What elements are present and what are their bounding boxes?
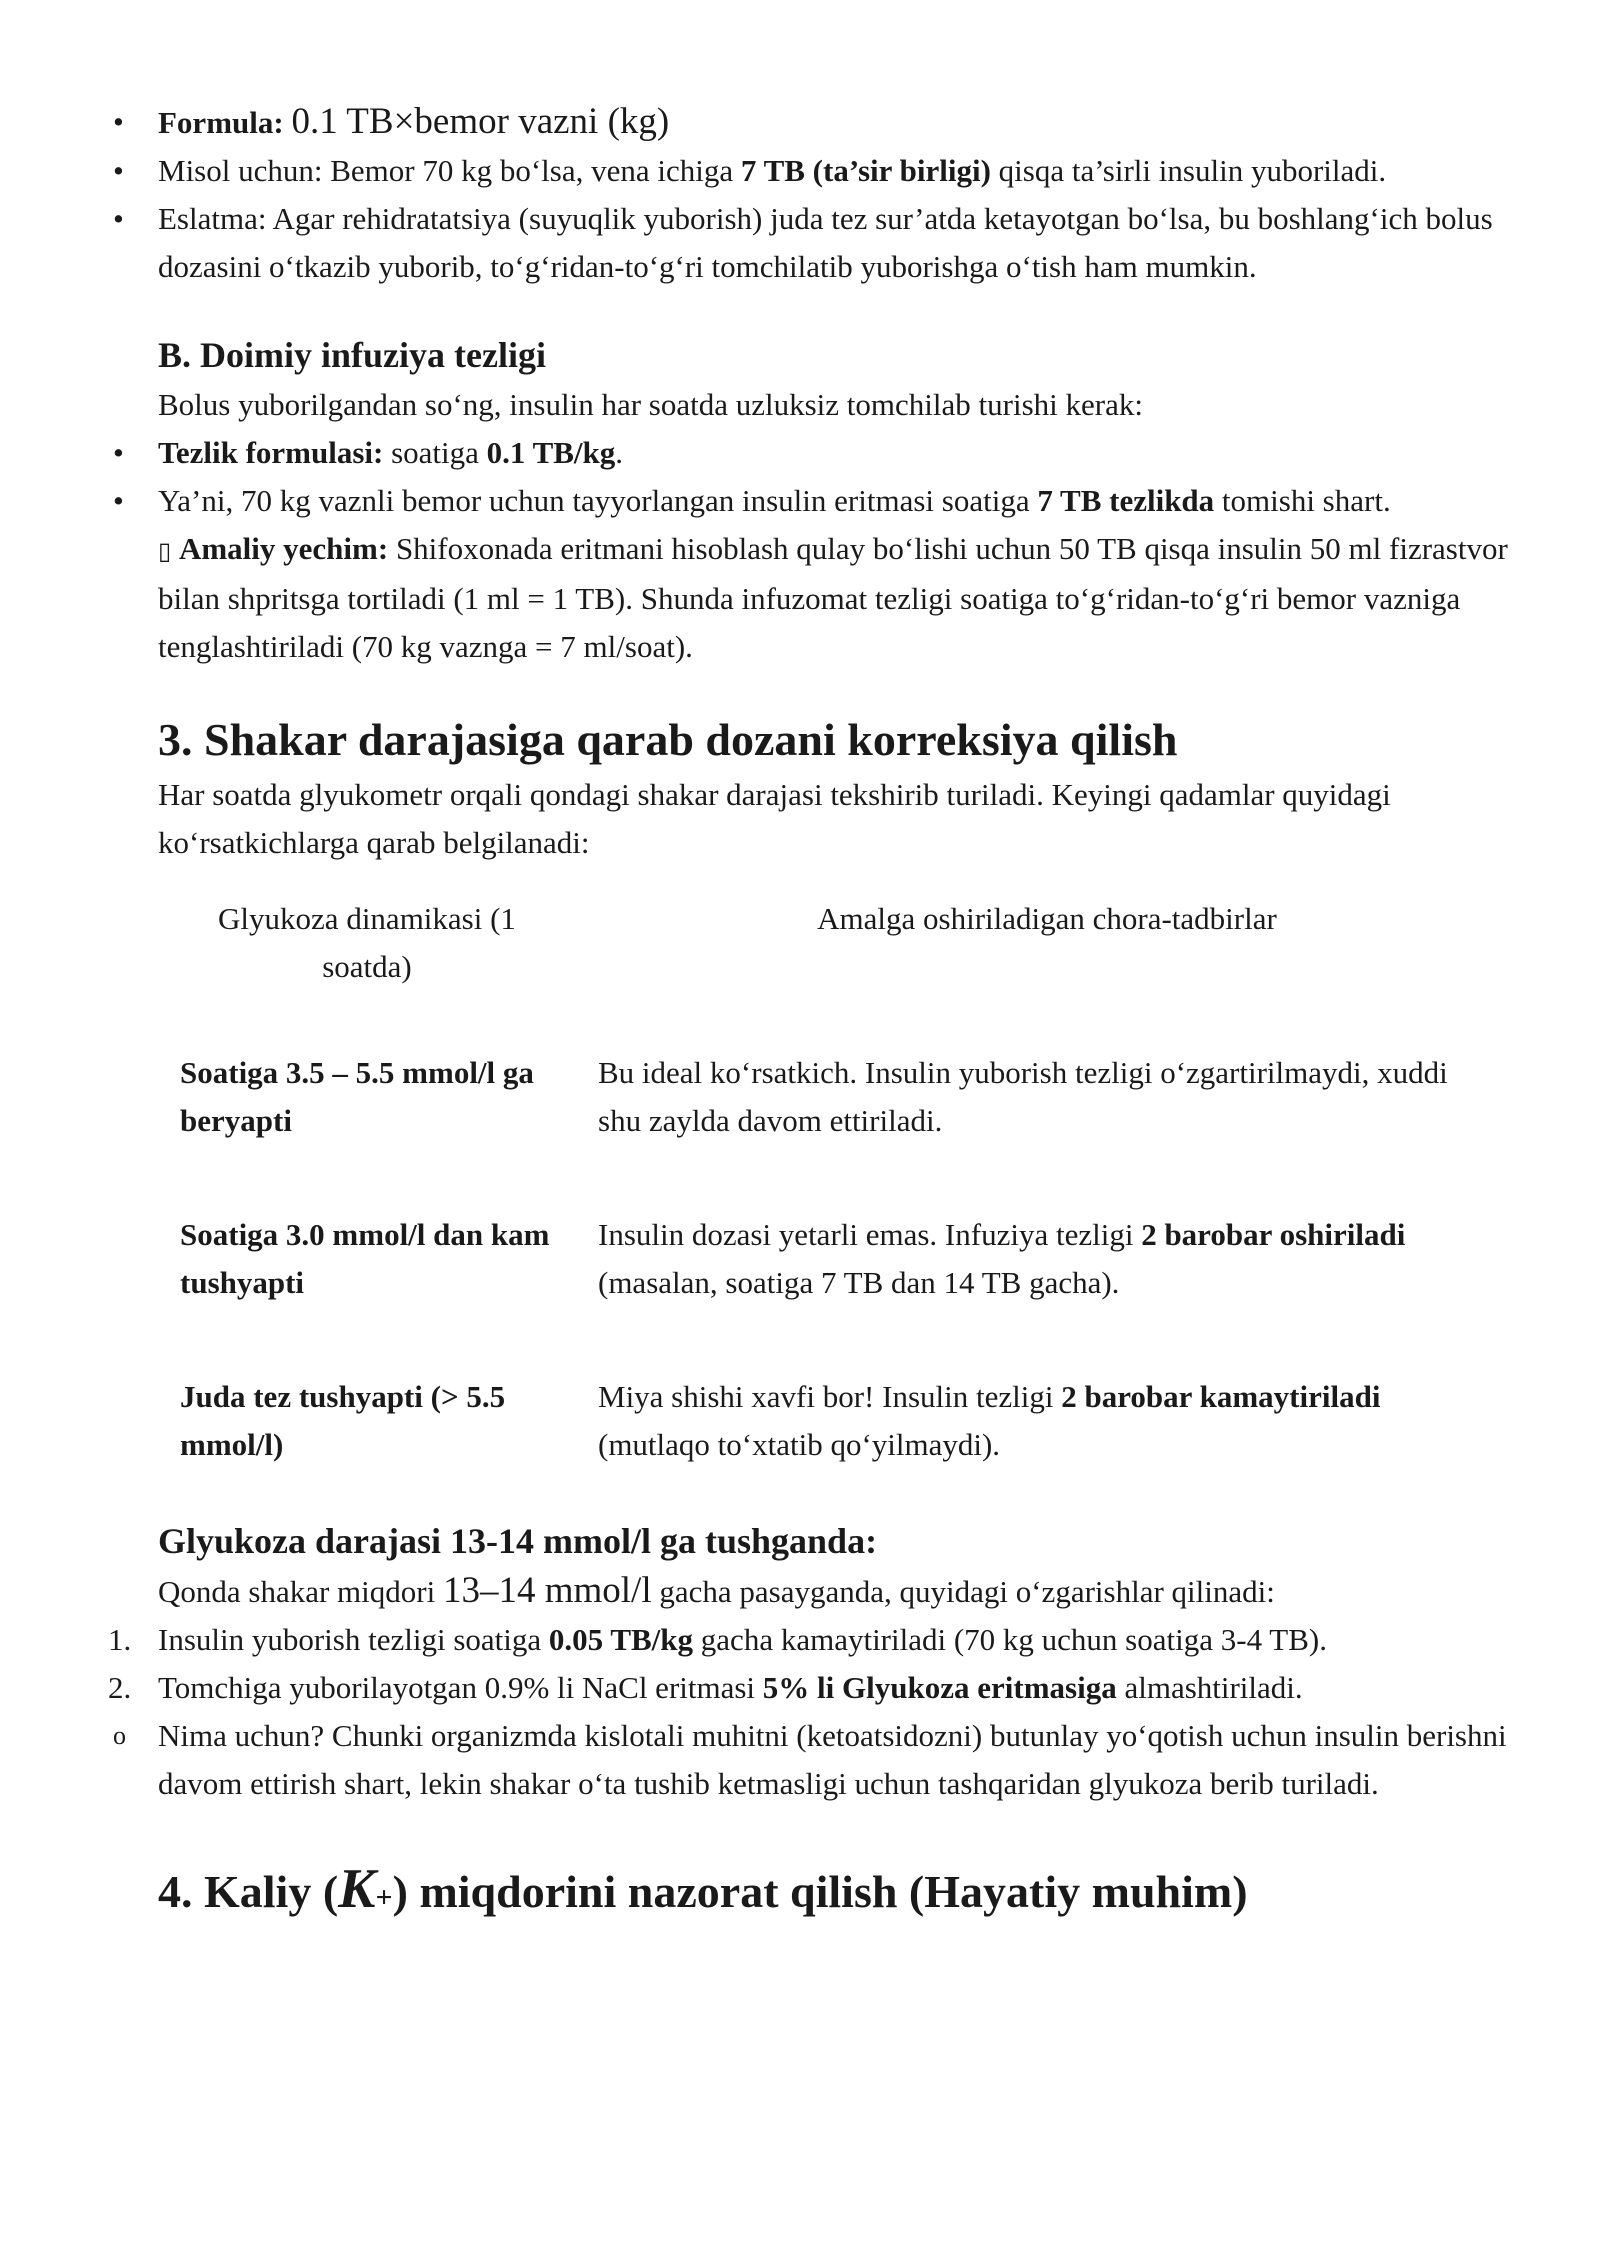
rate-example-text: Ya’ni, 70 kg vaznli bemor uchun tayyorlangan insulin eritmasi soatiga (158, 483, 1038, 518)
formula-expression: 0.1 TB×bemor vazni (kg) (291, 101, 670, 142)
table-cell-action (576, 1049, 1518, 1211)
table-cell-action (576, 1373, 1518, 1535)
step-number: 1. (108, 1622, 132, 1657)
step-text-end: almashtiriladi. (1116, 1670, 1303, 1705)
rate-formula-text: soatiga (383, 435, 487, 470)
section-4-heading-end: ) miqdorini nazorat qilish (Hayatiy muhim) (392, 1866, 1248, 1917)
rate-formula-label: Tezlik formulasi: (158, 435, 384, 470)
example-text: Misol uchun: Bemor 70 kg bo‘lsa, vena ichiga (158, 153, 741, 188)
list-item-step-2 (108, 1664, 1518, 1712)
document-page (108, 98, 1518, 1929)
list-item-example (158, 147, 1518, 195)
glucose-heading: Glyukoza darajasi 13-14 mmol/l ga tushganda: (158, 1521, 878, 1561)
table-row (158, 1211, 1518, 1373)
top-bullet-list (158, 98, 1518, 291)
list-item-why (158, 1712, 1518, 1808)
step-text: Insulin yuborish tezligi soatiga (158, 1622, 549, 1657)
practical-solution-label: Amaliy yechim: (178, 531, 389, 566)
section-4-heading (158, 1858, 1518, 1929)
glucose-intro-end: gacha pasayganda, quyidagi o‘zgarishlar qilinadi: (651, 1574, 1275, 1609)
table-cell-condition: Soatiga 3.5 – 5.5 mmol/l ga beryapti (180, 1055, 534, 1138)
rate-example-end: tomishi shart. (1214, 483, 1391, 518)
step-number: 2. (108, 1670, 132, 1705)
practical-solution-text: Shifoxonada eritmani hisoblash qulay bo‘lishi uchun 50 TB qisqa insulin 50 ml fizrastvor bilan shpritsga tortiladi (1 ml = 1 TB). Shunda infuzomat tezligi soatiga to‘g‘ridan-to‘g‘ri bemor vazniga tenglashtiriladi (70 kg vaznga = 7 ml/soat). (158, 531, 1508, 664)
formula-label: Formula: (158, 105, 284, 140)
list-item-step-1 (108, 1616, 1518, 1664)
section-3-intro: Har soatda glyukometr orqali qondagi shakar darajasi tekshirib turiladi. Keyingi qadamlar quyidagi ko‘rsatkichlarga qarab belgilanadi: (158, 777, 1391, 860)
potassium-charge: + (375, 1881, 393, 1914)
example-bold: 7 TB (ta’sir birligi) (740, 153, 991, 188)
rate-formula-end: . (615, 435, 624, 470)
table-row (158, 1049, 1518, 1211)
correction-table (158, 883, 1518, 1535)
action-bold: 2 barobar oshiriladi (1141, 1217, 1406, 1252)
action-bold: 2 barobar kamaytiriladi (1061, 1379, 1381, 1414)
rate-example-bold: 7 TB tezlikda (1037, 483, 1215, 518)
action-text-end: (mutlaqo to‘xtatib qo‘yilmaydi). (598, 1427, 1001, 1462)
step-text-end: gacha kamaytiriladi (70 kg uchun soatiga 3-4 TB). (693, 1622, 1327, 1657)
list-item-note (158, 195, 1518, 291)
list-item-rate-example (158, 477, 1518, 525)
potassium-symbol: K (338, 1858, 376, 1920)
table-cell-condition: Soatiga 3.0 mmol/l dan kam tushyapti (180, 1217, 550, 1300)
table-header-row (158, 883, 1518, 1049)
table-header-dynamics: Glyukoza dinamikasi (1 soatda) (218, 901, 516, 984)
glucose-intro-range: 13–14 mmol/l (442, 1570, 652, 1611)
section-b-heading: B. Doimiy infuziya tezligi (158, 335, 546, 375)
table-header-actions: Amalga oshiriladigan chora-tadbirlar (817, 901, 1277, 936)
table-cell-condition: Juda tez tushyapti (> 5.5 mmol/l) (180, 1379, 506, 1462)
example-text-end: qisqa ta’sirli insulin yuboriladi. (990, 153, 1387, 188)
placeholder-glyph-icon: ▯ (158, 537, 172, 565)
note-text: Eslatma: Agar rehidratatsiya (suyuqlik yuborish) juda tez sur’atda ketayotgan bo‘lsa, bu boshlang‘ich bolus dozasini o‘tkazib yuborib, to‘g‘ridan-to‘g‘ri tomchilatib yuborishga o‘tish ham mumkin. (158, 201, 1493, 284)
practical-solution (158, 525, 1518, 671)
action-text: Bu ideal ko‘rsatkich. Insulin yuborish tezligi o‘zgartirilmaydi, xuddi shu zaylda davom ettiriladi. (598, 1055, 1448, 1138)
action-text-end: (masalan, soatiga 7 TB dan 14 TB gacha). (598, 1265, 1120, 1300)
section-b-list (158, 429, 1518, 525)
step-text: Tomchiga yuborilayotgan 0.9% li NaCl eritmasi (158, 1670, 763, 1705)
list-item-rate-formula (158, 429, 1518, 477)
rate-formula-value: 0.1 TB/kg (486, 435, 616, 470)
table-cell-action (576, 1211, 1518, 1373)
step-bold: 5% li Glyukoza eritmasiga (762, 1670, 1117, 1705)
why-text: Nima uchun? Chunki organizmda kislotali muhitni (ketoatsidozni) butunlay yo‘qotish uchun insulin berishni davom ettirish shart, lekin shakar o‘ta tushib ketmasligi uchun tashqaridan glyukoza berib turiladi. (158, 1718, 1507, 1801)
glucose-steps-list (108, 1616, 1518, 1808)
glucose-intro (158, 1567, 1518, 1616)
list-item-formula (158, 98, 1518, 147)
step-bold: 0.05 TB/kg (548, 1622, 694, 1657)
section-4-heading-start: 4. Kaliy ( (158, 1866, 339, 1917)
table-row (158, 1373, 1518, 1535)
action-text: Insulin dozasi yetarli emas. Infuziya tezligi (598, 1217, 1142, 1252)
section-b-intro: Bolus yuborilgandan so‘ng, insulin har soatda uzluksiz tomchilab turishi kerak: (158, 387, 1143, 422)
section-3-heading: 3. Shakar darajasiga qarab dozani korreksiya qilish (158, 714, 1178, 765)
glucose-intro-text: Qonda shakar miqdori (158, 1574, 443, 1609)
action-text: Miya shishi xavfi bor! Insulin tezligi (598, 1379, 1062, 1414)
